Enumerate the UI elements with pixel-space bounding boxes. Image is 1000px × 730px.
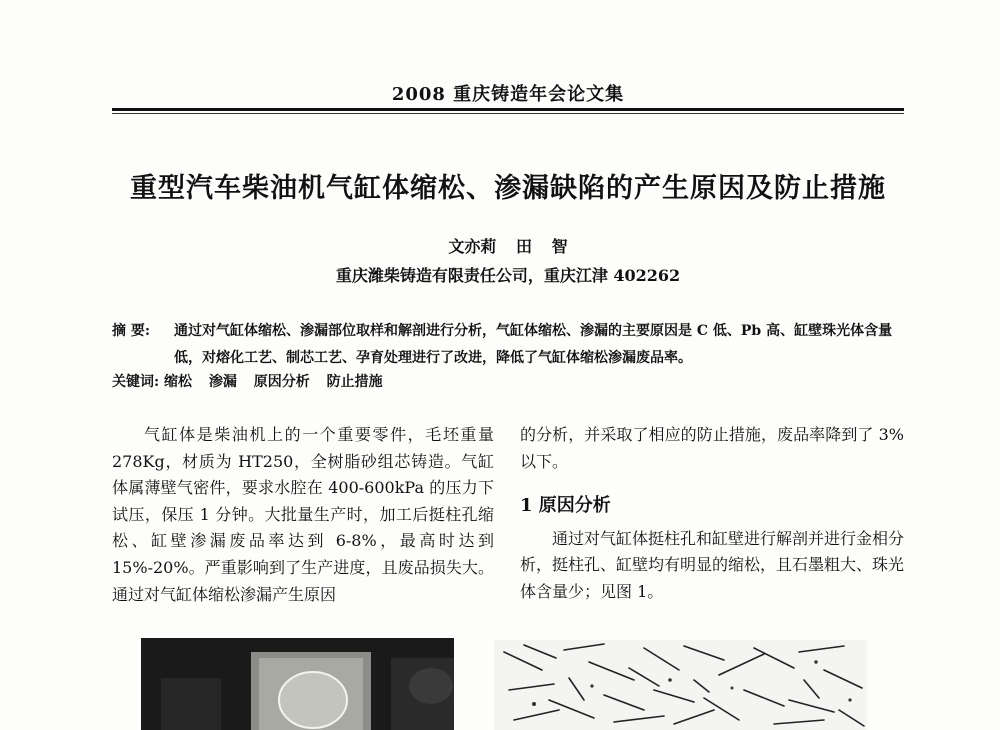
keyword-item: 缩松 (164, 374, 193, 390)
casting-photo-graphic (141, 638, 454, 730)
header-rule-thin (112, 113, 904, 114)
keywords-block (112, 371, 904, 391)
figure-micrograph (494, 640, 867, 730)
body-paragraph-intro: 气缸体是柴油机上的一个重要零件，毛坯重量 278Kg，材质为 HT250，全树脂砂组芯铸造。气缸体属薄壁气密件，要求水腔在 400-600kPa 的压力下试压，保压 1 分钟。大批量生产时，加工后挺柱孔缩松、缸壁渗漏废品率达到 6-8%，最高时达到 15%-20%。严重影响到了生产进度，且废品损失大。通过对气缸体缩松渗漏产生原因 (112, 425, 494, 604)
paper-authors: 文亦莉 田 智 (448, 237, 568, 256)
body-column-right (520, 422, 904, 606)
abstract-text: 通过对气缸体缩松、渗漏部位取样和解剖进行分析，气缸体缩松、渗漏的主要原因是 C 低、Pb 高、缸壁珠光体含量低，对熔化工艺、制芯工艺、孕育处理进行了改进，降低了气缸体缩松渗漏废品率。 (174, 323, 893, 366)
paper-title: 重型汽车柴油机气缸体缩松、渗漏缺陷的产生原因及防止措施 (130, 173, 886, 204)
keyword-item: 原因分析 (253, 374, 310, 390)
micrograph-graphic (494, 640, 867, 730)
body-paragraph-cause-analysis: 通过对气缸体挺柱孔和缸壁进行解剖并进行金相分析，挺柱孔、缸壁均有明显的缩松，且石墨粗大、珠光体含量少；见图 1。 (520, 528, 905, 601)
running-head: 2008 重庆铸造年会论文集 (391, 84, 625, 105)
body-paragraph-continued: 的分析，并采取了相应的防止措施，废品率降到了 3%以下。 (520, 425, 904, 471)
keyword-item: 渗漏 (208, 374, 237, 390)
keyword-item: 防止措施 (326, 374, 383, 390)
figure-casting-section-photo (141, 638, 454, 730)
abstract-label: 摘 要: (112, 323, 151, 339)
section-heading-cause-analysis: 1 原因分析 (520, 495, 611, 517)
body-column-left (112, 422, 494, 608)
paper-affiliation: 重庆潍柴铸造有限责任公司，重庆江津 402262 (335, 266, 681, 285)
keywords-label: 关键词: (112, 374, 160, 390)
abstract-block (112, 318, 904, 372)
header-rule-thick (112, 108, 904, 111)
